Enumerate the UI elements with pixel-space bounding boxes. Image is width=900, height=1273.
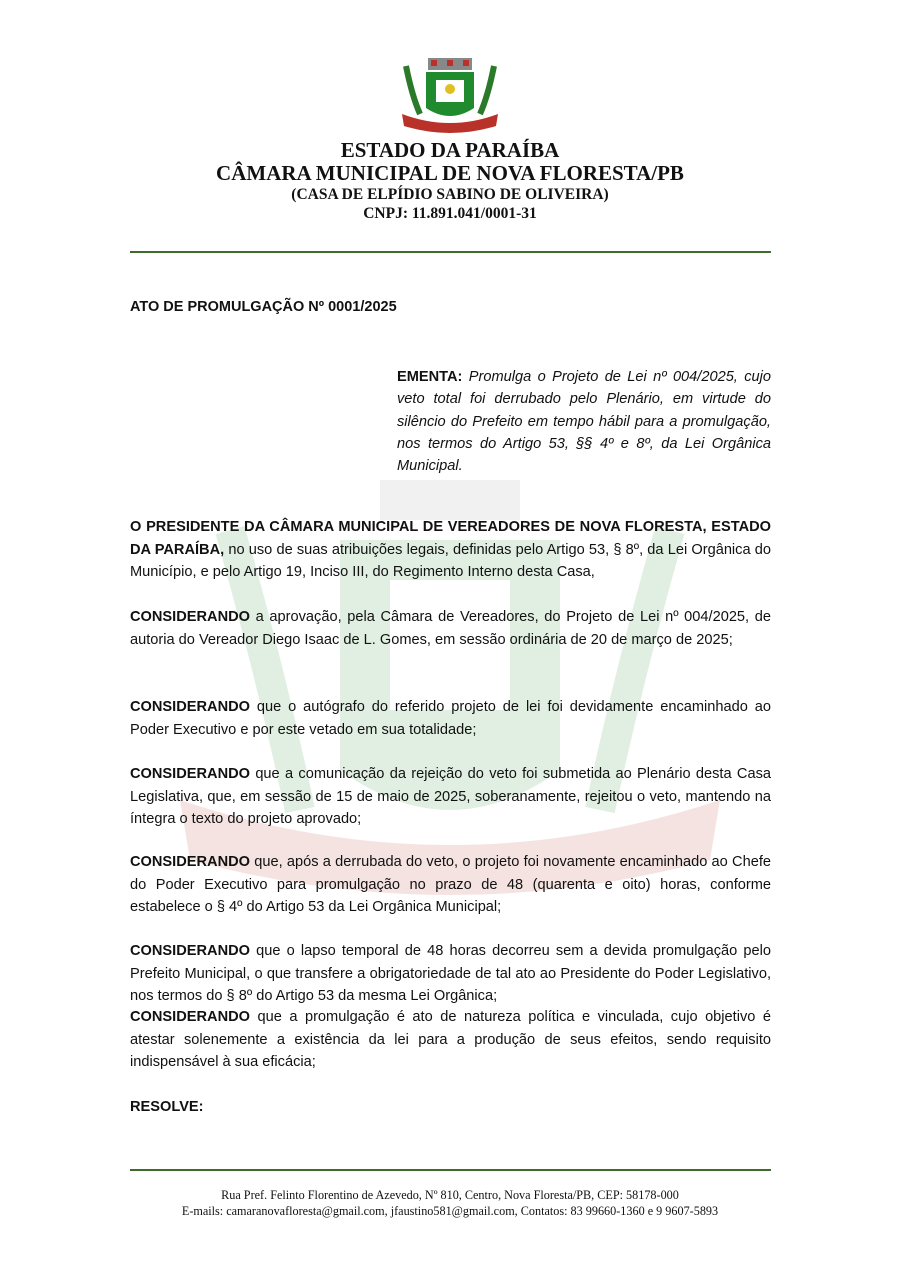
paragraph-lead: O PRESIDENTE DA CÂMARA MUNICIPAL DE VEREADORES DE NOVA FLORESTA, ESTADO DA PARAÍBA, [130, 519, 771, 558]
paragraph-lead: CONSIDERANDO [130, 1009, 250, 1025]
header-house: (CASA DE ELPÍDIO SABINO DE OLIVEIRA) [291, 186, 609, 203]
ementa-text: Promulga o Projeto de Lei nº 004/2025, cujo veto total foi derrubado pelo Plenário, em virtude do silêncio do Prefeito em tempo hábil para a promulgação, nos termos do Artigo 53, §§ 4º e 8º, da Lei Orgânica Municipal. [397, 369, 772, 475]
paragraph-considerando [130, 763, 771, 831]
paragraph-text: no uso de suas atribuições legais, definidas pelo Artigo 53, § 8º, da Lei Orgânica do Município, e pelo Artigo 19, Inciso III, do Regimento Interno desta Casa, [130, 541, 771, 580]
paragraph-lead: CONSIDERANDO [130, 766, 250, 782]
footer-contacts: E-mails: camaranovafloresta@gmail.com, jfaustino581@gmail.com, Contatos: 83 99660-1360 e 9 9607-5893 [181, 1204, 719, 1218]
paragraph-text: que o autógrafo do referido projeto de lei foi devidamente encaminhado ao Poder Executivo e por este vetado em sua totalidade; [130, 699, 771, 738]
paragraph-lead: CONSIDERANDO [130, 609, 250, 625]
header-cnpj: CNPJ: 11.891.041/0001-31 [363, 205, 537, 222]
header-chamber: CÂMARA MUNICIPAL DE NOVA FLORESTA/PB [216, 161, 684, 185]
footer-address: Rua Pref. Felinto Florentino de Azevedo, Nº 810, Centro, Nova Floresta/PB, CEP: 58178-000 [221, 1188, 679, 1202]
resolve-heading: RESOLVE: [130, 1099, 204, 1115]
coat-of-arms-logo [398, 56, 502, 134]
paragraph-lead: CONSIDERANDO [130, 943, 250, 959]
paragraph-considerando [130, 696, 771, 741]
paragraph-lead: CONSIDERANDO [130, 699, 250, 715]
header-state: ESTADO DA PARAÍBA [340, 138, 560, 162]
paragraph-lead: CONSIDERANDO [130, 854, 250, 870]
paragraph-considerando [130, 1006, 771, 1074]
paragraph-text: que a promulgação é ato de natureza política e vinculada, cujo objetivo é atestar solenemente a existência da lei para a produção de seus efeitos, sendo requisito indispensável à sua eficácia; [130, 1009, 771, 1070]
paragraph-considerando [130, 940, 771, 1008]
paragraph-text: que o lapso temporal de 48 horas decorreu sem a devida promulgação pelo Prefeito Municipal, o que transfere a obrigatoriedade de tal ato ao Presidente do Poder Legislativo, nos termos do § 8º do Artigo 53 da mesma Lei Orgânica; [130, 943, 771, 1004]
paragraph-text: a aprovação, pela Câmara de Vereadores, do Projeto de Lei nº 004/2025, de autoria do Vereador Diego Isaac de L. Gomes, em sessão ordinária de 20 de março de 2025; [130, 609, 771, 648]
paragraph-considerando [130, 606, 771, 651]
header-divider [130, 251, 771, 253]
document-title: ATO DE PROMULGAÇÃO Nº 0001/2025 [130, 299, 397, 315]
ementa-label: EMENTA: [397, 369, 463, 385]
footer-divider [130, 1169, 771, 1171]
paragraph-preamble [130, 516, 771, 584]
paragraph-considerando [130, 851, 771, 919]
ementa [397, 366, 771, 477]
paragraph-text: que a comunicação da rejeição do veto foi submetida ao Plenário desta Casa Legislativa, que, em sessão de 15 de maio de 2025, soberanamente, rejeitou o veto, mantendo na íntegra o texto do projeto aprovado; [130, 766, 771, 827]
paragraph-text: que, após a derrubada do veto, o projeto foi novamente encaminhado ao Chefe do Poder Executivo para promulgação no prazo de 48 (quarenta e oito) horas, conforme estabelece o § 4º do Artigo 53 da Lei Orgânica Municipal; [130, 854, 771, 915]
